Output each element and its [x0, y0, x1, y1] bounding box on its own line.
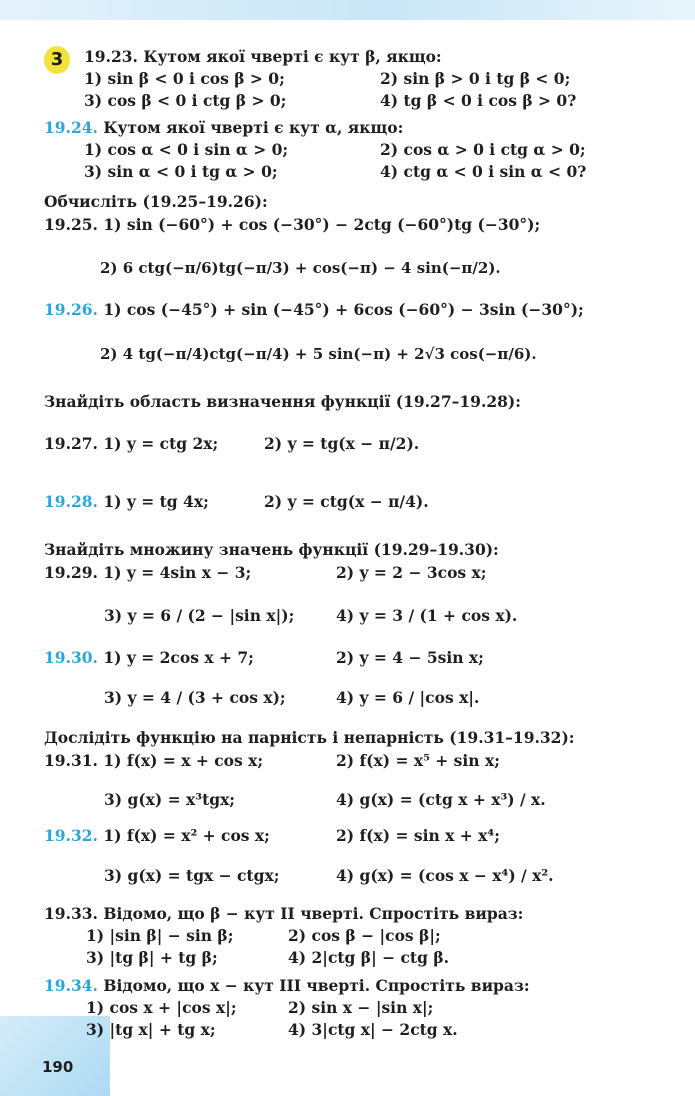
top-decoration-bar [0, 0, 695, 20]
problem-19-32 [44, 826, 270, 846]
problem-item: 2) y = 2 − 3cos x; [336, 563, 487, 582]
problem-item: 4) g(x) = (cos x − x⁴) / x². [336, 866, 554, 885]
problem-item: 2) cos β − |cos β|; [288, 926, 441, 945]
problem-item: 3) |tg β| + tg β; [86, 948, 218, 967]
problem-item: 1) sin (−60°) + cos (−30°) − 2ctg (−60°)tg (−30°); [103, 215, 541, 234]
problem-item: 3) sin α < 0 і tg α > 0; [84, 162, 278, 181]
problem-title: Відомо, що x − кут ІІІ чверті. Спростіть вираз: [103, 976, 530, 995]
problem-item: 1) cos (−45°) + sin (−45°) + 6cos (−60°) − 3sin (−30°); [103, 300, 584, 319]
problem-19-33 [44, 904, 523, 924]
problem-number: 19.25. [44, 215, 98, 234]
problem-item: 2) y = tg(x − π/2). [264, 434, 420, 453]
problem-number: 19.28. [44, 492, 98, 511]
section-heading: Обчисліть (19.25–19.26): [44, 192, 268, 211]
section-heading: Знайдіть область визначення функції (19.27–19.28): [44, 392, 521, 411]
problem-number: 19.30. [44, 648, 98, 667]
problem-number: 19.26. [44, 300, 98, 319]
problem-item: 2) y = 4 − 5sin x; [336, 648, 484, 667]
problem-item: 1) y = 4sin x − 3; [103, 563, 252, 582]
problem-19-23 [84, 47, 442, 67]
problem-item: 3) |tg x| + tg x; [86, 1020, 216, 1039]
problem-item: 3) y = 6 / (2 − |sin x|); [104, 606, 295, 625]
problem-item: 1) cos α < 0 і sin α > 0; [84, 140, 289, 159]
problem-number: 19.27. [44, 434, 98, 453]
problem-item: 4) 2|ctg β| − ctg β. [288, 948, 450, 967]
problem-title: Відомо, що β − кут ІІ чверті. Спростіть вираз: [103, 904, 524, 923]
problem-item: 4) 3|ctg x| − 2ctg x. [288, 1020, 458, 1039]
problem-item: 4) ctg α < 0 і sin α < 0? [380, 162, 587, 181]
problem-title: Кутом якої чверті є кут β, якщо: [143, 47, 442, 66]
problem-number: 19.23. [84, 47, 138, 66]
problem-item: 1) sin β < 0 і cos β > 0; [84, 69, 285, 88]
problem-item: 2) cos α > 0 і ctg α > 0; [380, 140, 586, 159]
problem-title: Кутом якої чверті є кут α, якщо: [103, 118, 404, 137]
problem-item: 4) y = 6 / |cos x|. [336, 688, 480, 707]
problem-19-34 [44, 976, 530, 996]
problem-19-24 [44, 118, 403, 138]
problem-item: 1) cos x + |cos x|; [86, 998, 237, 1017]
problem-number: 19.31. [44, 751, 98, 770]
problem-item: 4) g(x) = (ctg x + x³) / x. [336, 790, 546, 809]
problem-item: 1) |sin β| − sin β; [86, 926, 234, 945]
problem-number: 19.29. [44, 563, 98, 582]
section-heading: Знайдіть множину значень функції (19.29–19.30): [44, 540, 499, 559]
problem-number: 19.24. [44, 118, 98, 137]
problem-item: 2) 6 ctg(−π/6)tg(−π/3) + cos(−π) − 4 sin(−π/2). [100, 259, 501, 277]
problem-item: 1) f(x) = x + cos x; [103, 751, 264, 770]
problem-number: 19.33. [44, 904, 98, 923]
section-heading: Дослідіть функцію на парність і непарність (19.31–19.32): [44, 728, 575, 747]
problem-number: 19.34. [44, 976, 98, 995]
problem-item: 1) y = ctg 2x; [103, 434, 219, 453]
problem-19-31 [44, 751, 263, 771]
problem-item: 2) f(x) = sin x + x⁴; [336, 826, 500, 845]
problem-number: 19.32. [44, 826, 98, 845]
problem-19-27 [44, 434, 218, 454]
problem-19-28 [44, 492, 209, 512]
problem-item: 3) cos β < 0 і ctg β > 0; [84, 91, 287, 110]
problem-19-30 [44, 648, 254, 668]
problem-item: 1) f(x) = x² + cos x; [103, 826, 270, 845]
problem-item: 3) g(x) = x³tgx; [104, 790, 236, 809]
problem-item: 3) y = 4 / (3 + cos x); [104, 688, 286, 707]
problem-19-26 [44, 300, 584, 320]
problem-item: 2) sin x − |sin x|; [288, 998, 434, 1017]
problem-item: 2) 4 tg(−π/4)ctg(−π/4) + 5 sin(−π) + 2√3 cos(−π/6). [100, 345, 537, 363]
problem-item: 2) y = ctg(x − π/4). [264, 492, 429, 511]
page-number: 190 [42, 1058, 74, 1076]
problem-item: 2) sin β > 0 і tg β < 0; [380, 69, 571, 88]
problem-item: 3) g(x) = tgx − ctgx; [104, 866, 280, 885]
level-badge: 3 [44, 46, 70, 74]
problem-item: 1) y = 2cos x + 7; [103, 648, 254, 667]
problem-item: 4) tg β < 0 і cos β > 0? [380, 91, 577, 110]
problem-item: 4) y = 3 / (1 + cos x). [336, 606, 518, 625]
problem-19-29 [44, 563, 251, 583]
problem-item: 2) f(x) = x⁵ + sin x; [336, 751, 500, 770]
problem-item: 1) y = tg 4x; [103, 492, 209, 511]
problem-19-25 [44, 215, 540, 235]
